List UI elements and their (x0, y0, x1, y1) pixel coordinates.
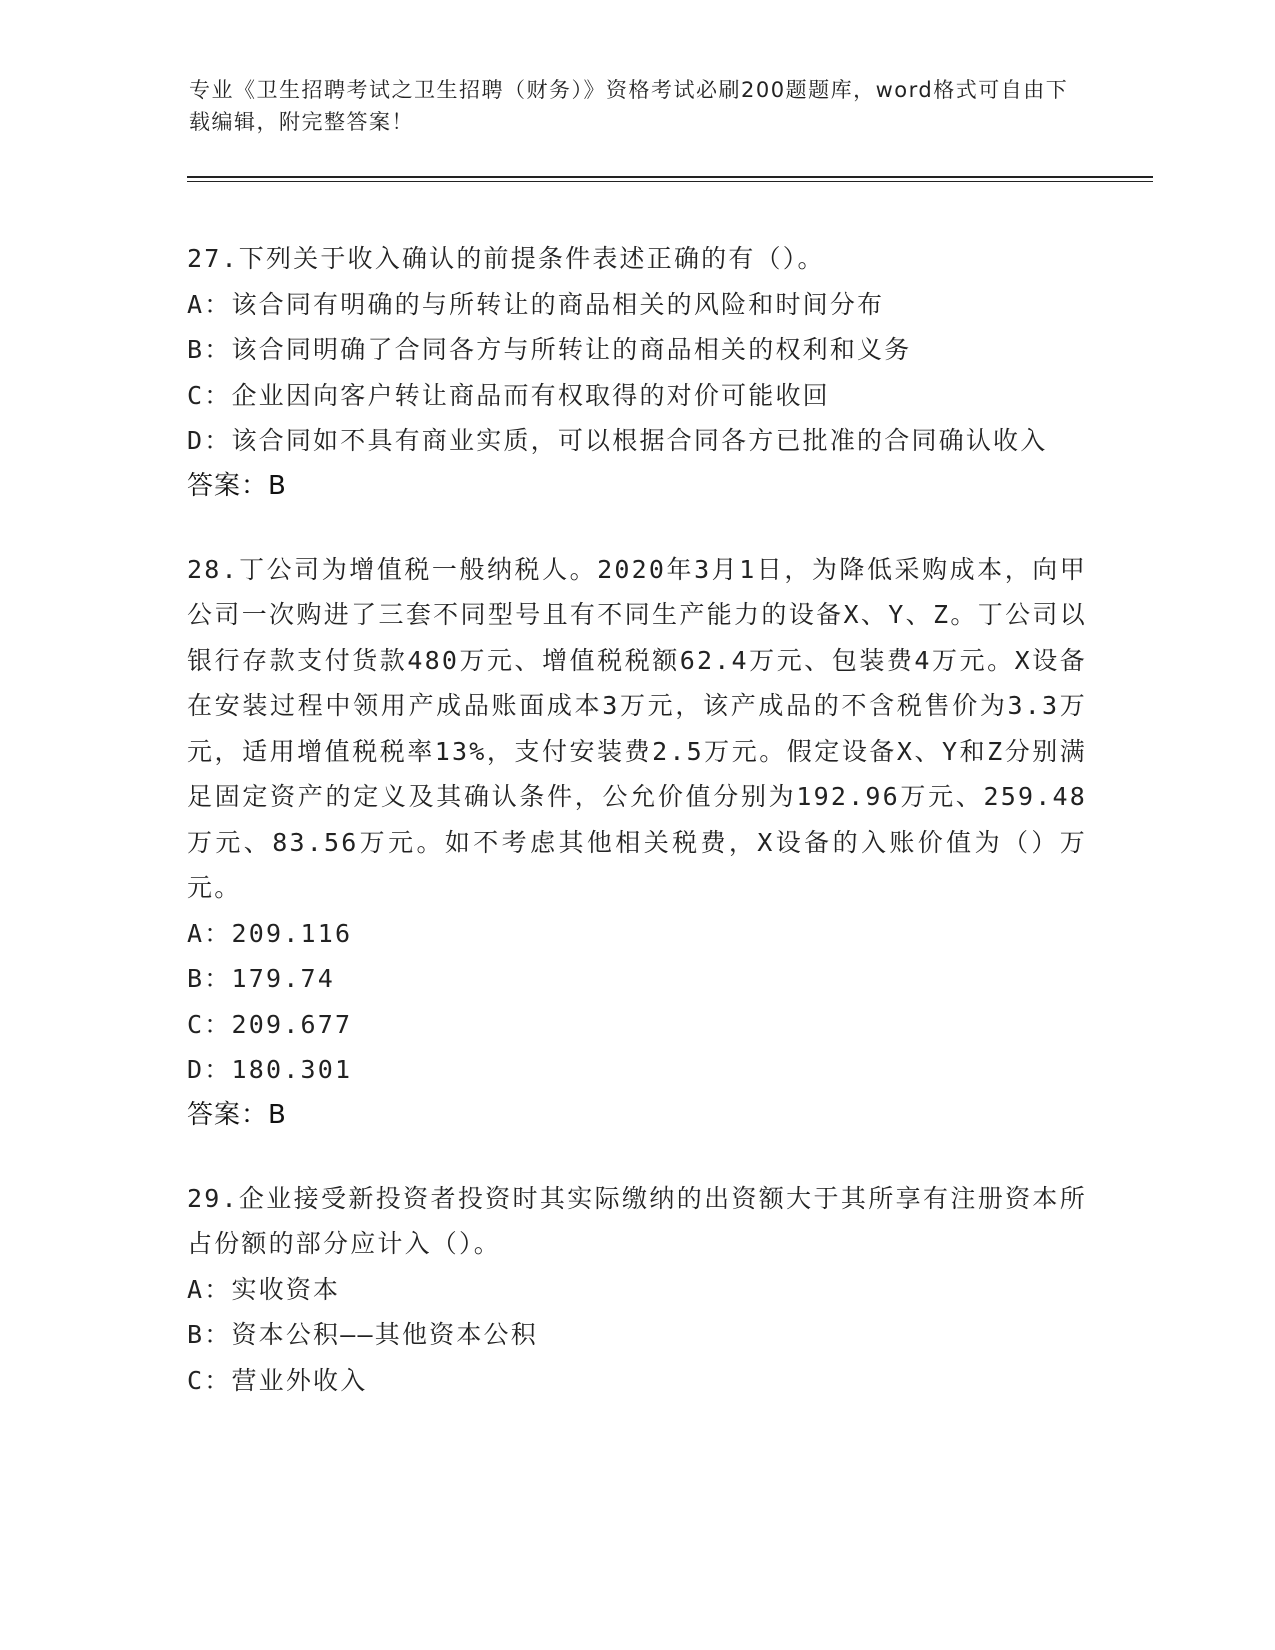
option-b: B：该合同明确了合同各方与所转让的商品相关的权利和义务 (187, 335, 912, 364)
question-stem: 27.下列关于收入确认的前提条件表述正确的有（）。 (187, 244, 825, 273)
option-a: A：实收资本 (187, 1274, 341, 1304)
option-c: C：企业因向客户转让商品而有权取得的对价可能收回 (187, 380, 830, 410)
question-29 (187, 1176, 1087, 1404)
header-divider-thin (187, 181, 1153, 182)
document-header: 专业《卫生招聘考试之卫生招聘（财务）》资格考试必刷200题题库，word格式可自由下载编辑，附完整答案！ (189, 78, 1069, 134)
question-stem: 29.企业接受新投资者投资时其实际缴纳的出资额大于其所享有注册资本所占份额的部分应计入（）。 (187, 1183, 1087, 1258)
option-b: B：资本公积——其他资本公积 (187, 1320, 538, 1349)
option-d: D：该合同如不具有商业实质，可以根据合同各方已批准的合同确认收入 (187, 426, 1048, 455)
header-divider (187, 176, 1153, 178)
option-d: D：180.301 (187, 1055, 353, 1084)
question-27 (187, 236, 1087, 509)
question-stem: 28.丁公司为增值税一般纳税人。2020年3月1日，为降低采购成本，向甲公司一次购进了三套不同型号且有不同生产能力的设备X、Y、Z。丁公司以银行存款支付货款480万元、增值税税额62.4万元、包装费4万元。X设备在安装过程中领用产成品账面成本3万元，该产成品的不含税售价为3.3万元，适用增值税税率13%，支付安装费2.5万元。假定设备X、Y和Z分别满足固定资产的定义及其确认条件，公允价值分别为192.96万元、259.48万元、83.56万元。如不考虑其他相关税费，X设备的入账价值为（）万元。 (187, 554, 1087, 902)
option-a: A：该合同有明确的与所转让的商品相关的风险和时间分布 (187, 289, 885, 319)
option-a: A：209.116 (187, 918, 353, 948)
question-28 (187, 547, 1087, 1138)
option-c: C：营业外收入 (187, 1365, 368, 1395)
answer-label: 答案：B (187, 1099, 287, 1130)
option-c: C：209.677 (187, 1009, 353, 1039)
answer-label: 答案：B (187, 470, 287, 501)
option-b: B：179.74 (187, 964, 335, 993)
question-list (187, 236, 1087, 1441)
